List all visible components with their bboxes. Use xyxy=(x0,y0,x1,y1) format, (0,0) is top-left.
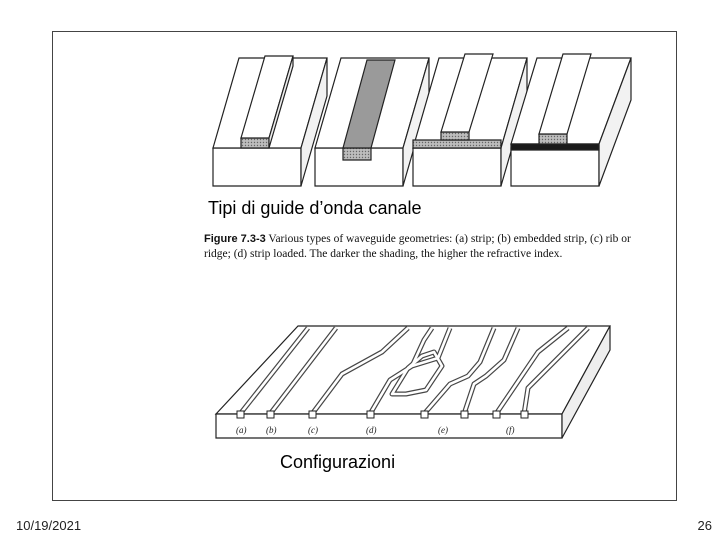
port-label-f: (f) xyxy=(506,425,515,435)
port-c xyxy=(309,411,316,418)
port-a xyxy=(237,411,244,418)
strip-waveguide xyxy=(213,56,327,186)
figure-label: Figure 7.3-3 xyxy=(204,233,266,245)
waveguide-configurations-figure xyxy=(212,322,620,442)
figure-caption xyxy=(204,232,654,262)
port-b xyxy=(267,411,274,418)
port-label-b: (b) xyxy=(266,425,277,435)
caption-top: Tipi di guide d’onda canale xyxy=(208,198,422,218)
embedded-strip-waveguide xyxy=(315,58,429,186)
port-e2 xyxy=(461,411,468,418)
port-label-a: (a) xyxy=(236,425,247,435)
strip-loaded-waveguide xyxy=(511,54,631,186)
port-d xyxy=(367,411,374,418)
port-f2 xyxy=(521,411,528,418)
figure-text: Various types of waveguide geometries: (a) strip; (b) embedded strip, (c) rib or ridge; (d) strip loaded. The darker the shading, the higher the refractive index. xyxy=(204,233,631,260)
footer-date: 10/19/2021 xyxy=(16,518,82,533)
port-label-c: (c) xyxy=(308,425,318,435)
waveguide-geometries-figure xyxy=(205,48,645,190)
rib-waveguide xyxy=(413,54,527,186)
port-f1 xyxy=(493,411,500,418)
port-label-e: (e) xyxy=(438,425,448,435)
page-number: 26 xyxy=(697,518,712,533)
port-e1 xyxy=(421,411,428,418)
port-label-d: (d) xyxy=(366,425,377,435)
caption-bottom: Configurazioni xyxy=(280,452,396,472)
